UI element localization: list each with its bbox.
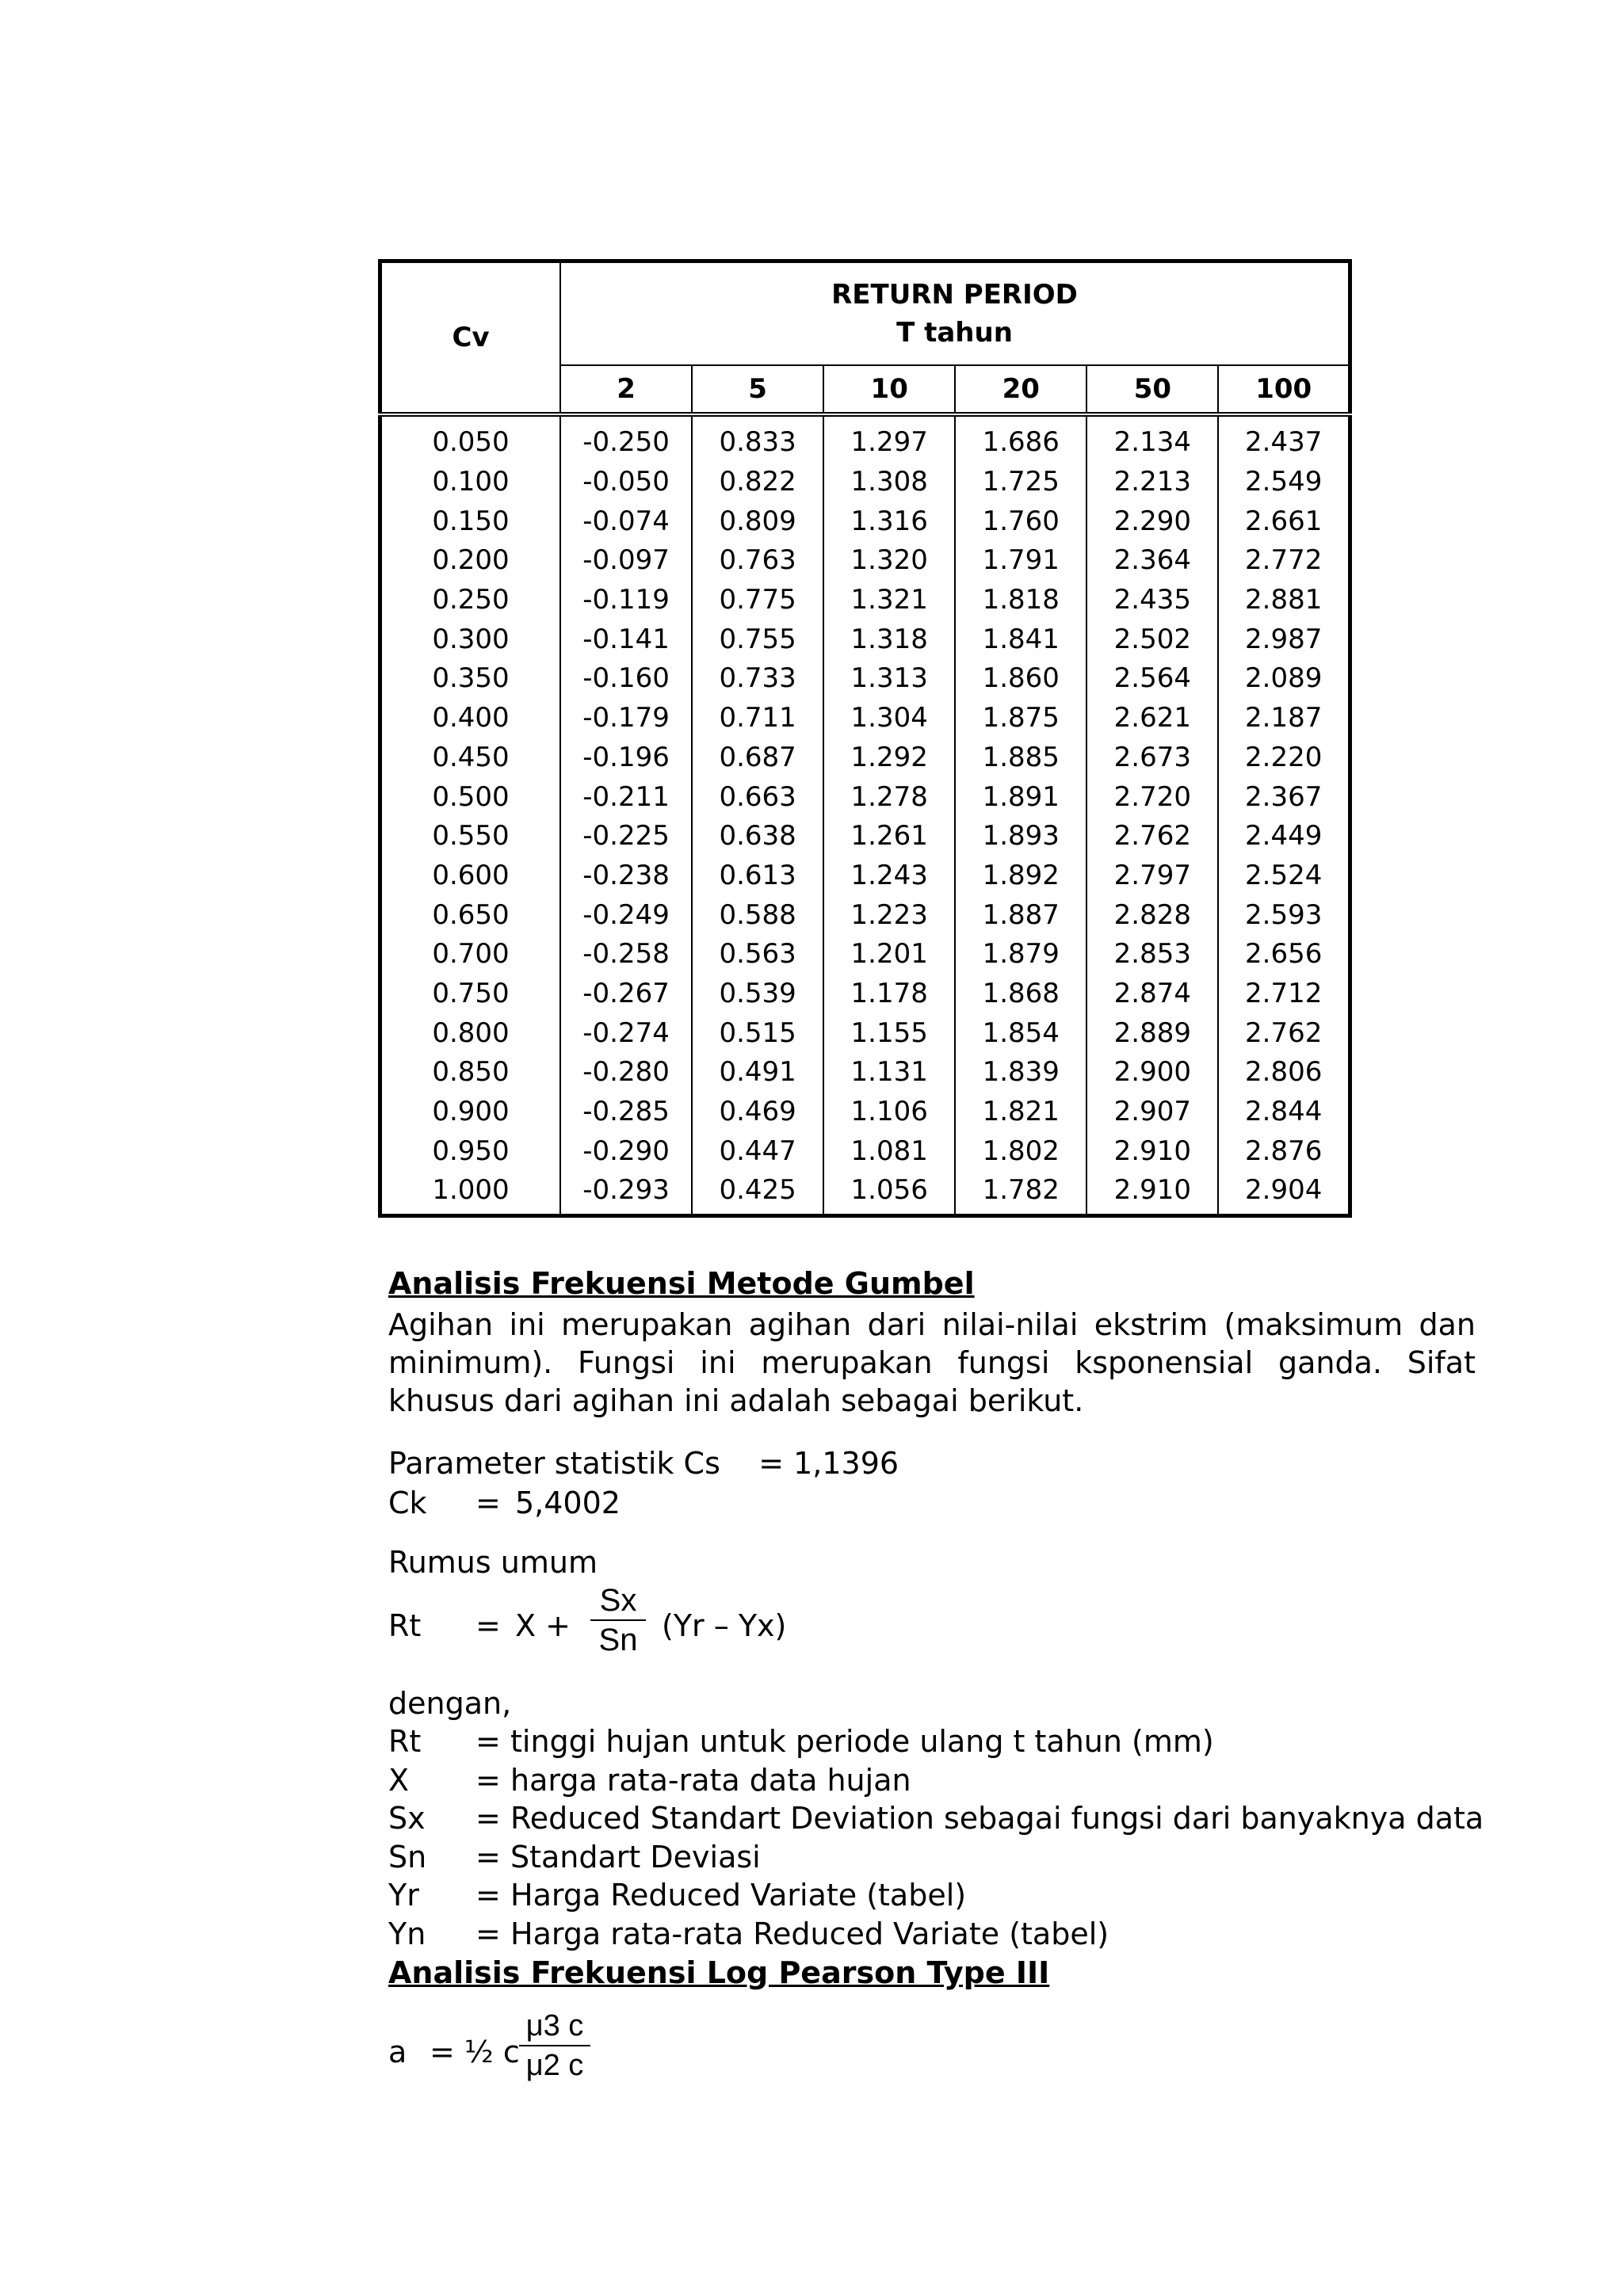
k-value-cell: -0.225 <box>560 817 692 856</box>
k-value-cell: 2.876 <box>1245 1135 1323 1167</box>
definition-symbol: Sx <box>388 1801 426 1836</box>
a-formula <box>388 2033 520 2071</box>
k-value-cell: 2.910 <box>1086 1131 1218 1171</box>
cv-cell: 0.450 <box>380 738 561 778</box>
k-value-cell: 1.081 <box>823 1131 955 1171</box>
definition-row <box>388 1838 761 1876</box>
param-cs: Parameter statistik Cs = 1,1396 <box>388 1446 899 1481</box>
k-value-cell: -0.249 <box>560 895 692 935</box>
definition-text: Standart Deviasi <box>510 1839 761 1875</box>
cv-cell: 1.000 <box>380 1171 561 1215</box>
definition-eq: = <box>475 1801 501 1836</box>
k-value-cell: 2.564 <box>1086 659 1218 699</box>
k-value-cell: 2.904 <box>1245 1174 1323 1207</box>
k-value-cell: 0.613 <box>692 856 823 896</box>
k-value-cell: 2.549 <box>1245 466 1323 498</box>
k-value-cell: -0.211 <box>560 777 692 817</box>
cv-cell: 0.200 <box>380 541 561 581</box>
k-value-cell: -0.160 <box>560 659 692 699</box>
k-value-cell: 1.308 <box>823 463 955 502</box>
k-value-cell: 0.775 <box>692 581 823 620</box>
table-row <box>380 620 1350 659</box>
ck-eq: = <box>475 1486 501 1520</box>
k-value-cell: 0.425 <box>692 1171 823 1215</box>
table-row <box>380 502 1350 541</box>
k-value-cell: 2.134 <box>1086 414 1218 463</box>
k-value-cell: 2.656 <box>1245 938 1323 971</box>
k-value-cell: 2.987 <box>1245 623 1323 655</box>
definition-eq: = <box>475 1916 501 1951</box>
k-value-cell: 1.860 <box>955 659 1086 699</box>
definition-row <box>388 1876 966 1914</box>
k-value-cell: 0.638 <box>692 817 823 856</box>
k-value-cell: -0.141 <box>560 620 692 659</box>
period-header: 100 <box>1218 365 1350 414</box>
k-value-cell: -0.050 <box>560 463 692 502</box>
definition-eq: = <box>475 1762 501 1798</box>
table-row <box>380 895 1350 935</box>
k-value-cell: 2.881 <box>1245 584 1323 616</box>
definition-row <box>388 1761 911 1799</box>
cv-cell: 0.800 <box>380 1013 561 1053</box>
k-value-cell: 0.763 <box>692 541 823 581</box>
k-value-cell: 1.892 <box>955 856 1086 896</box>
k-value-cell: 2.220 <box>1245 741 1323 773</box>
definition-text: Harga rata-rata Reduced Variate (tabel) <box>510 1916 1109 1951</box>
k-value-cell: 2.889 <box>1086 1013 1218 1053</box>
k-value-cell: 1.875 <box>955 699 1086 738</box>
fraction-bar <box>590 1619 646 1621</box>
k-value-cell: 2.290 <box>1086 502 1218 541</box>
fraction-numerator: Sx <box>599 1583 637 1618</box>
k-value-cell: 1.818 <box>955 581 1086 620</box>
k-value-cell: -0.179 <box>560 699 692 738</box>
k-value-cell: 1.201 <box>823 935 955 974</box>
k-value-cell: 1.313 <box>823 659 955 699</box>
cv-cell: 0.900 <box>380 1093 561 1132</box>
return-period-table <box>378 259 1352 1218</box>
rumus-umum: Rumus umum <box>388 1545 598 1580</box>
k-value-cell: 2.661 <box>1245 505 1323 537</box>
table-row <box>380 699 1350 738</box>
cv-cell: 0.850 <box>380 1053 561 1093</box>
k-value-cell: 2.187 <box>1245 702 1323 734</box>
k-value-cell: 2.449 <box>1245 820 1323 852</box>
ck-value: 5,4002 <box>515 1486 621 1520</box>
return-period-subtitle: T tahun <box>896 317 1013 349</box>
k-value-cell: 2.435 <box>1086 581 1218 620</box>
cv-cell: 0.050 <box>380 414 561 463</box>
definition-eq: = <box>475 1724 501 1759</box>
k-value-cell: 2.502 <box>1086 620 1218 659</box>
k-value-cell: 0.809 <box>692 502 823 541</box>
definition-symbol: Rt <box>388 1724 422 1759</box>
cv-cell: 0.550 <box>380 817 561 856</box>
cv-header: Cv <box>380 261 561 415</box>
k-value-cell: 0.833 <box>692 414 823 463</box>
k-value-cell: 1.292 <box>823 738 955 778</box>
table-row <box>380 817 1350 856</box>
table-row <box>380 738 1350 778</box>
log-pearson-heading: Analisis Frekuensi Log Pearson Type III <box>388 1955 1050 1990</box>
k-value-cell: 0.563 <box>692 935 823 974</box>
k-value-cell: -0.238 <box>560 856 692 896</box>
k-value-cell: 1.321 <box>823 581 955 620</box>
dengan-label: dengan, <box>388 1686 512 1721</box>
k-value-cell: 1.304 <box>823 699 955 738</box>
cv-cell: 0.950 <box>380 1131 561 1171</box>
k-value-cell: 0.711 <box>692 699 823 738</box>
k-value-cell: 1.885 <box>955 738 1086 778</box>
return-period-title: RETURN PERIOD <box>831 279 1078 311</box>
k-value-cell: 0.663 <box>692 777 823 817</box>
definition-eq: = <box>475 1878 501 1913</box>
k-value-cell: 1.839 <box>955 1053 1086 1093</box>
ck-label: Ck <box>388 1486 427 1520</box>
k-value-cell: 0.687 <box>692 738 823 778</box>
definition-symbol: Yn <box>388 1916 426 1951</box>
k-value-cell: 1.261 <box>823 817 955 856</box>
k-value-cell: 0.491 <box>692 1053 823 1093</box>
k-value-cell: 1.725 <box>955 463 1086 502</box>
gumbel-paragraph: Agihan ini merupakan agihan dari nilai-nilai ekstrim (maksimum dan minimum). Fungsi ini merupakan fungsi ksponensial ganda. Sifat khusus dari agihan ini adalah sebagai berikut. <box>388 1307 1476 1418</box>
definition-text: Reduced Standart Deviation sebagai fungsi dari banyaknya data <box>510 1801 1484 1836</box>
k-value-cell: 1.841 <box>955 620 1086 659</box>
fraction-denominator: Sn <box>598 1623 638 1657</box>
k-value-cell: -0.293 <box>560 1171 692 1215</box>
k-value-cell: -0.267 <box>560 974 692 1014</box>
table-row <box>380 463 1350 502</box>
k-value-cell: 2.213 <box>1086 463 1218 502</box>
k-value-cell: 1.056 <box>823 1171 955 1215</box>
k-value-cell: 1.223 <box>823 895 955 935</box>
k-value-cell: -0.119 <box>560 581 692 620</box>
definition-symbol: X <box>388 1762 410 1798</box>
k-value-cell: 2.593 <box>1245 898 1323 931</box>
k-value-cell: 2.844 <box>1245 1096 1323 1128</box>
table-body <box>380 414 1350 1215</box>
return-period-header <box>560 261 1350 366</box>
definition-text: harga rata-rata data hujan <box>510 1762 911 1798</box>
k-value-cell: 2.720 <box>1086 777 1218 817</box>
k-value-cell: 1.802 <box>955 1131 1086 1171</box>
table-row <box>380 1171 1350 1215</box>
table-row <box>380 1013 1350 1053</box>
a-label: a <box>388 2035 407 2069</box>
fraction-bar <box>519 2045 590 2046</box>
fraction-denominator: μ2 c <box>525 2049 584 2082</box>
k-value-cell: 1.887 <box>955 895 1086 935</box>
period-header: 5 <box>692 365 823 414</box>
sx-sn-fraction <box>590 1583 646 1657</box>
k-value-cell: -0.274 <box>560 1013 692 1053</box>
k-value-cell: 1.782 <box>955 1171 1086 1215</box>
k-value-cell: 2.367 <box>1245 780 1323 813</box>
k-value-cell: 0.822 <box>692 463 823 502</box>
cv-cell: 0.750 <box>380 974 561 1014</box>
definition-eq: = <box>475 1839 501 1875</box>
k-value-cell: 1.106 <box>823 1093 955 1132</box>
period-header: 10 <box>823 365 955 414</box>
cv-cell: 0.600 <box>380 856 561 896</box>
table-row <box>380 974 1350 1014</box>
k-value-cell: 1.320 <box>823 541 955 581</box>
k-value-cell: 1.854 <box>955 1013 1086 1053</box>
k-value-cell: 2.853 <box>1086 935 1218 974</box>
param-ck <box>388 1484 621 1522</box>
table-row <box>380 856 1350 896</box>
k-value-cell: 1.791 <box>955 541 1086 581</box>
cv-cell: 0.350 <box>380 659 561 699</box>
definition-row <box>388 1722 1214 1760</box>
k-value-cell: 1.868 <box>955 974 1086 1014</box>
cv-cell: 0.150 <box>380 502 561 541</box>
table-row <box>380 659 1350 699</box>
rt-label: Rt <box>388 1608 422 1643</box>
table-row <box>380 777 1350 817</box>
rt-lhs: X + <box>515 1608 571 1643</box>
definition-row <box>388 1799 1484 1837</box>
k-value-cell: 1.821 <box>955 1093 1086 1132</box>
k-value-cell: 1.131 <box>823 1053 955 1093</box>
k-value-cell: 1.686 <box>955 414 1086 463</box>
rt-rhs: (Yr – Yx) <box>662 1608 787 1643</box>
definition-symbol: Yr <box>388 1878 419 1913</box>
table-row <box>380 541 1350 581</box>
k-value-cell: 2.907 <box>1086 1093 1218 1132</box>
k-value-cell: 2.797 <box>1086 856 1218 896</box>
k-value-cell: 2.437 <box>1245 426 1323 459</box>
k-value-cell: -0.280 <box>560 1053 692 1093</box>
k-value-cell: 0.447 <box>692 1131 823 1171</box>
k-value-cell: 2.772 <box>1245 544 1323 577</box>
k-value-cell: -0.196 <box>560 738 692 778</box>
k-value-cell: -0.074 <box>560 502 692 541</box>
gumbel-heading: Analisis Frekuensi Metode Gumbel <box>388 1266 975 1301</box>
k-value-cell: -0.290 <box>560 1131 692 1171</box>
k-value-cell: 2.673 <box>1086 738 1218 778</box>
k-value-cell: -0.097 <box>560 541 692 581</box>
k-value-cell: 1.155 <box>823 1013 955 1053</box>
k-value-cell: 1.760 <box>955 502 1086 541</box>
k-value-cell: 2.828 <box>1086 895 1218 935</box>
period-header: 2 <box>560 365 692 414</box>
table-row <box>380 935 1350 974</box>
cv-cell: 0.400 <box>380 699 561 738</box>
k-value-cell: -0.250 <box>560 414 692 463</box>
cv-cell: 0.100 <box>380 463 561 502</box>
k-value-cell: 2.762 <box>1086 817 1218 856</box>
table-row <box>380 414 1350 463</box>
k-value-cell: 2.621 <box>1086 699 1218 738</box>
k-value-cell: -0.285 <box>560 1093 692 1132</box>
k-value-cell: 1.278 <box>823 777 955 817</box>
k-value-cell: 2.900 <box>1086 1053 1218 1093</box>
definition-symbol: Sn <box>388 1839 427 1875</box>
mu-fraction <box>519 2008 590 2083</box>
definition-row <box>388 1915 1109 1953</box>
k-value-cell: 1.879 <box>955 935 1086 974</box>
k-value-cell: 0.755 <box>692 620 823 659</box>
rt-eq: = <box>475 1608 501 1643</box>
k-value-cell: 2.712 <box>1245 977 1323 1009</box>
definition-text: Harga Reduced Variate (tabel) <box>510 1878 967 1913</box>
k-value-cell: 1.243 <box>823 856 955 896</box>
a-eq: = ½ c <box>430 2035 520 2069</box>
rt-formula <box>388 1607 571 1645</box>
k-value-cell: 0.469 <box>692 1093 823 1132</box>
fraction-numerator: μ3 c <box>525 2009 584 2042</box>
k-value-cell: 2.806 <box>1245 1056 1323 1089</box>
k-value-cell: 0.733 <box>692 659 823 699</box>
k-value-cell: 1.318 <box>823 620 955 659</box>
k-value-cell: 1.178 <box>823 974 955 1014</box>
frequency-factor-table <box>378 259 1352 1218</box>
cv-cell: 0.300 <box>380 620 561 659</box>
table-row <box>380 1093 1350 1132</box>
cv-cell: 0.700 <box>380 935 561 974</box>
k-value-cell: 2.762 <box>1245 1016 1323 1049</box>
k-value-cell: 2.874 <box>1086 974 1218 1014</box>
cv-cell: 0.250 <box>380 581 561 620</box>
k-value-cell: 1.297 <box>823 414 955 463</box>
k-value-cell: 0.539 <box>692 974 823 1014</box>
k-value-cell: 1.893 <box>955 817 1086 856</box>
k-value-cell: -0.258 <box>560 935 692 974</box>
k-value-cell: 2.364 <box>1086 541 1218 581</box>
period-header: 20 <box>955 365 1086 414</box>
table-row <box>380 1131 1350 1171</box>
period-header: 50 <box>1086 365 1218 414</box>
cv-cell: 0.650 <box>380 895 561 935</box>
definition-text: tinggi hujan untuk periode ulang t tahun (mm) <box>510 1724 1214 1759</box>
cv-cell: 0.500 <box>380 777 561 817</box>
k-value-cell: 0.588 <box>692 895 823 935</box>
table-row <box>380 581 1350 620</box>
k-value-cell: 1.316 <box>823 502 955 541</box>
k-value-cell: 2.089 <box>1245 662 1323 695</box>
k-value-cell: 0.515 <box>692 1013 823 1053</box>
k-value-cell: 2.524 <box>1245 859 1323 891</box>
table-row <box>380 1053 1350 1093</box>
k-value-cell: 2.910 <box>1086 1171 1218 1215</box>
k-value-cell: 1.891 <box>955 777 1086 817</box>
